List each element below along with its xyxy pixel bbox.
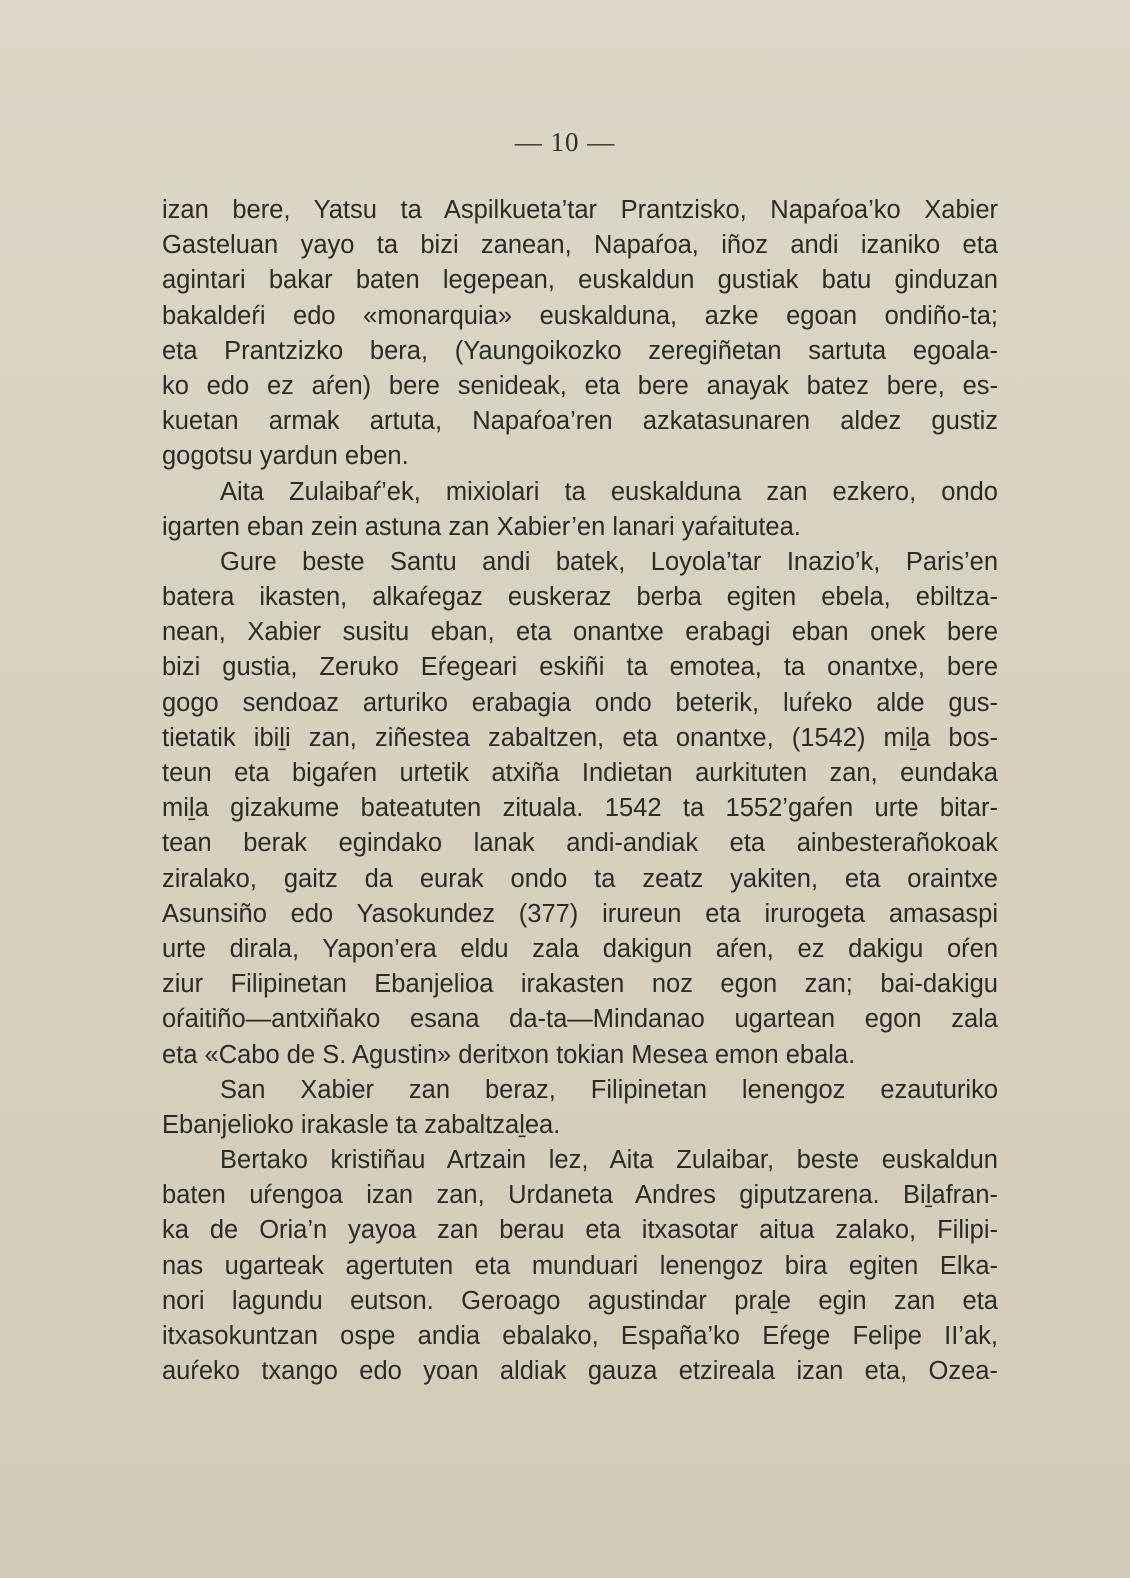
text-line: ziralako, gaitz da eurak ondo ta zeatz yakiten, eta oraintxe <box>162 864 998 893</box>
text-line: ka de Oria’n yayoa zan berau eta itxasotar aitua zalako, Filipi- <box>162 1216 998 1245</box>
text-line: Ebanjelioko irakasle ta zabaltzaḻea. <box>162 1110 561 1139</box>
text-line: nori lagundu eutson. Geroago agustindar praḻe egin zan eta <box>162 1286 998 1315</box>
text-line: itxasokuntzan ospe andia ebalako, España’ko Eŕege Felipe II’ak, <box>162 1322 998 1350</box>
text-line: tean berak egindako lanak andi-andiak eta ainbesterañokoak <box>162 829 998 858</box>
text-line: ko edo ez aŕen) bere senideak, eta bere anayak batez bere, es- <box>162 371 998 400</box>
text-line: oŕaitiño—antxiñako esana da-ta—Mindanao ugartean egon zala <box>162 1005 998 1034</box>
paragraph <box>162 193 998 475</box>
text-line: nean, Xabier susitu eban, eta onantxe erabagi eban onek bere <box>162 618 998 647</box>
text-line: igarten eban zein astuna zan Xabier’en lanari yaŕaitutea. <box>162 512 801 541</box>
text-line: baten uŕengoa izan zan, Urdaneta Andres giputzarena. Biḻafran- <box>162 1181 998 1210</box>
text-line: gogo sendoaz arturiko erabagia ondo beterik, luŕeko alde gus- <box>162 688 998 717</box>
text-line: Gure beste Santu andi batek, Loyola’tar Inazio’k, Paris’en <box>220 547 998 576</box>
text-line: bizi gustia, Zeruko Eŕegeari eskiñi ta emotea, ta onantxe, bere <box>162 653 998 682</box>
text-line: Aita Zulaibaŕ’ek, mixiolari ta euskalduna zan ezkero, ondo <box>220 477 998 506</box>
text-line: miḻa gizakume bateatuten zituala. 1542 ta 1552’gaŕen urte bitar- <box>162 794 998 823</box>
text-line: Gasteluan yayo ta bizi zanean, Napaŕoa, iñoz andi izaniko eta <box>162 231 998 260</box>
text-line: bakaldeŕi edo «monarquia» euskalduna, azke egoan ondiño-ta; <box>162 301 998 330</box>
text-line: tietatik ibiḻi zan, ziñestea zabaltzen, eta onantxe, (1542) miḻa bos- <box>162 723 998 752</box>
body-text <box>162 193 998 1389</box>
paragraph <box>162 1143 998 1389</box>
text-line: teun eta bigaŕen urtetik atxiña Indietan aurkituten zan, eundaka <box>162 759 998 787</box>
text-line: auŕeko txango edo yoan aldiak gauza etzireala izan eta, Ozea- <box>162 1357 998 1386</box>
text-line: eta Prantzizko bera, (Yaungoikozko zeregiñetan sartuta egoala- <box>162 336 998 365</box>
text-line: eta «Cabo de S. Agustin» deritxon tokian Mesea emon ebala. <box>162 1040 856 1069</box>
text-line: Asunsiño edo Yasokundez (377) irureun eta irurogeta amasaspi <box>162 899 998 928</box>
text-line: nas ugarteak agertuten eta munduari lenengoz bira egiten Elka- <box>162 1251 998 1280</box>
paragraph <box>162 475 998 545</box>
text-line: izan bere, Yatsu ta Aspilkueta’tar Prantzisko, Napaŕoa’ko Xabier <box>162 196 998 224</box>
text-line: urte dirala, Yapon’era eldu zala dakigun aŕen, ez dakigu oŕen <box>162 934 998 963</box>
text-line: gogotsu yardun eben. <box>162 442 409 471</box>
paragraph <box>162 545 998 1073</box>
paragraph <box>162 1073 998 1143</box>
text-line: San Xabier zan beraz, Filipinetan lenengoz ezauturiko <box>220 1075 998 1104</box>
text-line: Bertako kristiñau Artzain lez, Aita Zulaibar, beste euskaldun <box>220 1146 998 1175</box>
text-line: agintari bakar baten legepean, euskaldun gustiak batu ginduzan <box>162 266 998 295</box>
text-line: batera ikasten, alkaŕegaz euskeraz berba egiten ebela, ebiltza- <box>162 583 998 612</box>
text-line: ziur Filipinetan Ebanjelioa irakasten noz egon zan; bai-dakigu <box>162 970 998 999</box>
page-number: — 10 — <box>514 127 616 157</box>
text-line: kuetan armak artuta, Napaŕoa’ren azkatasunaren aldez gustiz <box>162 407 998 436</box>
